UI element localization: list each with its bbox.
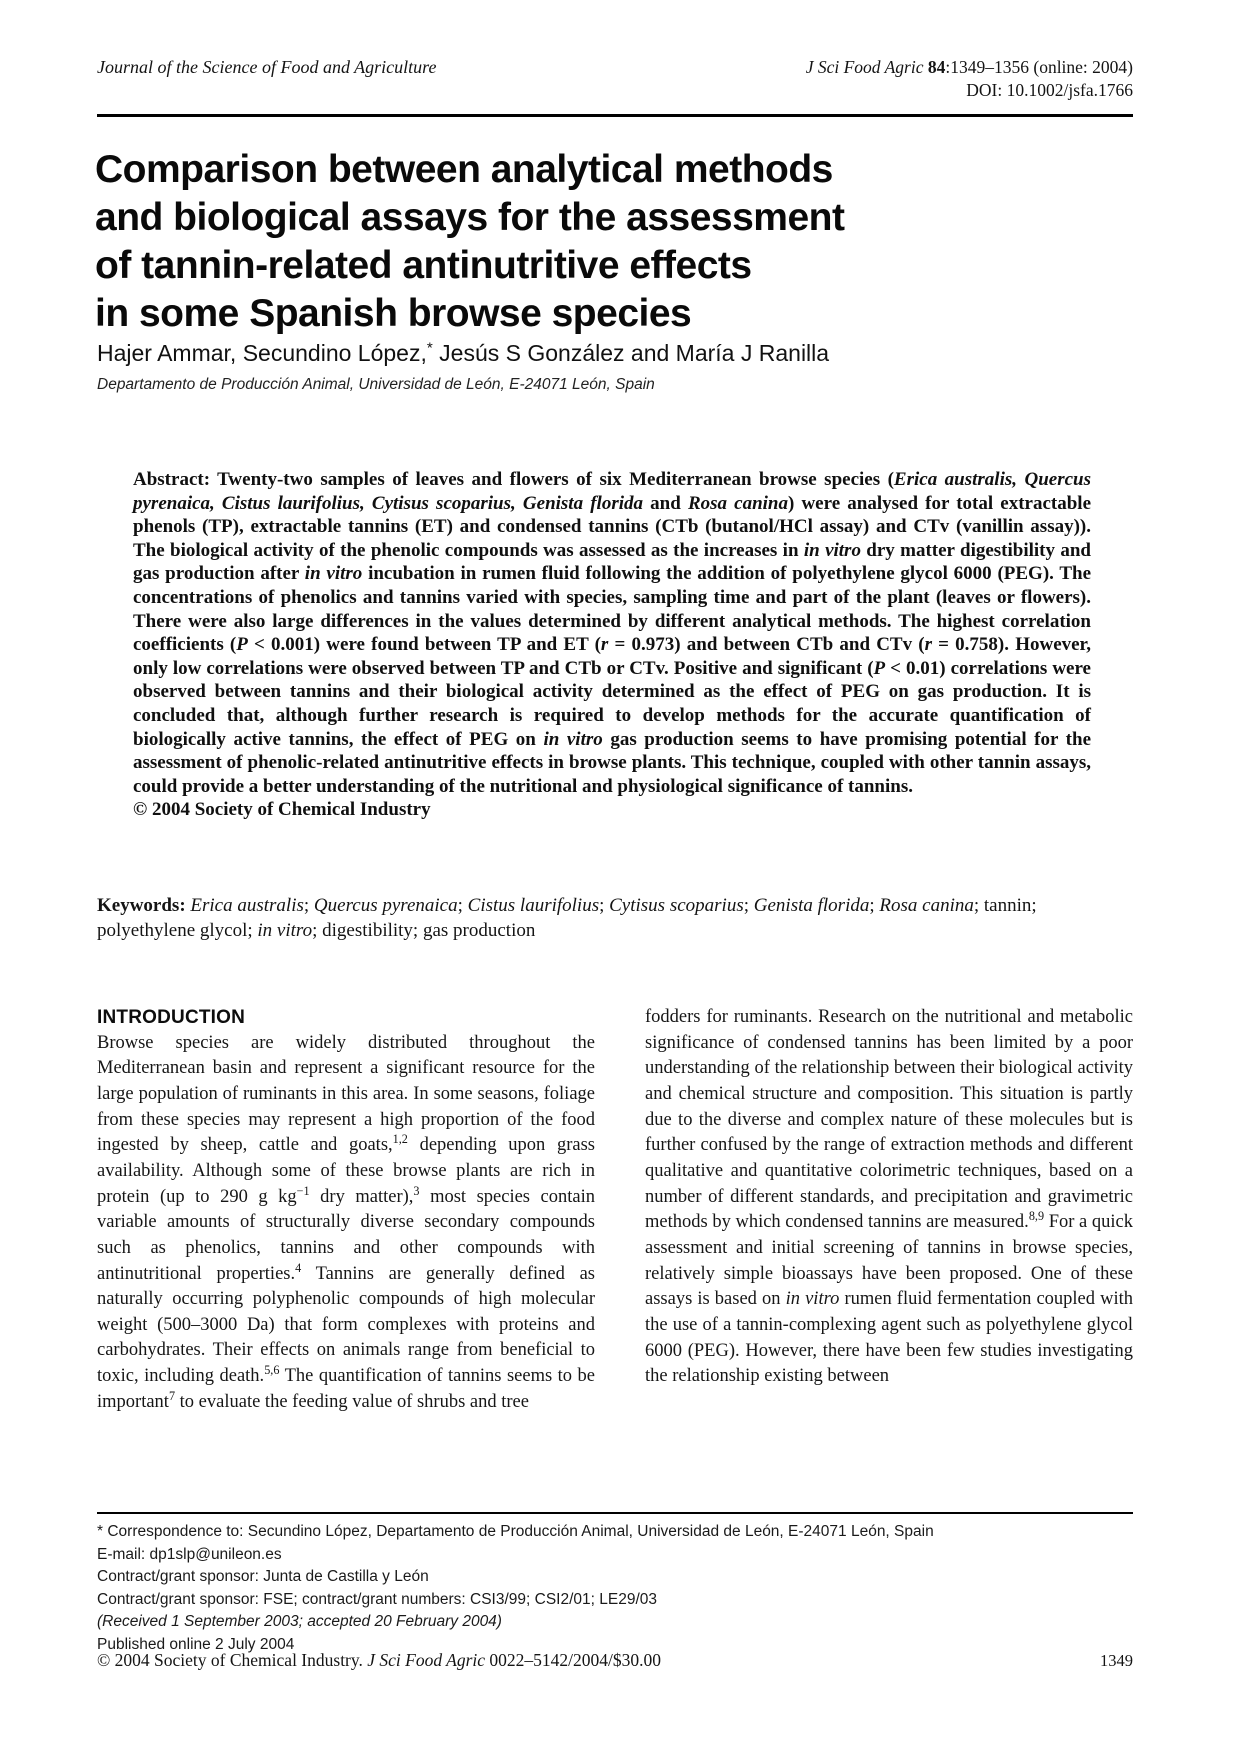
abstract-section — [133, 468, 1091, 822]
footnote-correspondence: * Correspondence to: Secundino López, Departamento de Producción Animal, Universidad de León, E-24071 León, Spain — [97, 1523, 934, 1540]
journal-name: Journal of the Science of Food and Agriculture — [97, 57, 437, 77]
footnote-email: E-mail: dp1slp@unileon.es — [97, 1545, 282, 1563]
header-rule — [97, 114, 1133, 117]
article-title-line: and biological assays for the assessment — [95, 196, 845, 239]
footnote-sponsor-1: Contract/grant sponsor: Junta de Castilla y León — [97, 1568, 429, 1586]
article-title-line: of tannin-related antinutritive effects — [95, 244, 752, 287]
page-header — [97, 56, 1133, 102]
footnote-received-accepted: (Received 1 September 2003; accepted 20 February 2004) — [97, 1613, 502, 1631]
introduction-heading: INTRODUCTION — [97, 1007, 246, 1028]
intro-paragraph-right: fodders for ruminants. Research on the nutritional and metabolic significance of condensed tannins has been limited by a poor understanding of the relationship between their biological activity and chemical structure and composition. This situation is partly due to the diverse and complex nature of these molecules but is further confused by the range of extraction methods and different qualitative and quantitative colorimetric techniques, based on a number of different standards, and precipitation and gravimetric methods by which condensed tannins are measured.$^{8,9}$ For a quick assessment and initial screening of tannins in browse species, relatively simple bioassays have been proposed. One of these assays is based on in vitro rumen fluid fermentation coupled with the use of a tannin-complexing agent such as polyethylene glycol 6000 (PEG). However, there have been few studies investigating the relationship existing between — [645, 1007, 1133, 1387]
intro-right-column — [645, 1005, 1133, 1415]
footer-copyright: © 2004 Society of Chemical Industry. J Sci Food Agric 0022–5142/2004/$30.00 — [97, 1650, 662, 1670]
introduction-section — [97, 1005, 1133, 1415]
abstract-copyright: © 2004 Society of Chemical Industry — [133, 799, 431, 821]
abstract-text: Abstract: Twenty-two samples of leaves and flowers of six Mediterranean browse species (Erica australis, Quercus pyrenaica, Cistus laurifolius, Cytisus scoparius, Genista florida and Rosa canina) were analysed for total extractable phenols (TP), extractable tannins (ET) and condensed tannins (CTb (butanol/HCl assay) and CTv (vanillin assay)). The biological activity of the phenolic compounds was assessed as the increases in in vitro dry matter digestibility and gas production after in vitro incubation in rumen fluid following the addition of polyethylene glycol 6000 (PEG). The concentrations of phenolics and tannins varied with species, sampling time and part of the plant (leaves or flowers). There were also large differences in the values determined by different analytical methods. The highest correlation coefficients (P < 0.001) were found between TP and ET (r = 0.973) and between CTb and CTv (r = 0.758). However, only low correlations were observed between TP and CTb or CTv. Positive and significant (P < 0.01) correlations were observed between tannins and their biological activity determined as the effect of PEG on gas production. It is concluded that, although further research is required to develop methods for the accurate quantification of biologically active tannins, the effect of PEG on in vitro gas production seems to have promising potential for the assessment of phenolic-related antinutritive effects in browse plants. This technique, coupled with other tannin assays, could provide a better understanding of the nutritional and physiological significance of tannins. — [133, 469, 1092, 797]
page-number: 1349 — [1100, 1651, 1133, 1670]
footnotes-block — [97, 1521, 1133, 1657]
article-title-line: in some Spanish browse species — [95, 292, 692, 335]
affiliation: Departamento de Producción Animal, Universidad de León, E-24071 León, Spain — [97, 376, 655, 393]
article-title — [95, 146, 1135, 338]
citation-line: J Sci Food Agric 84:1349–1356 (online: 2004) — [805, 57, 1133, 77]
page-footer — [97, 1650, 1133, 1671]
doi-line: DOI: 10.1002/jsfa.1766 — [966, 80, 1133, 100]
intro-paragraph-left: Browse species are widely distributed throughout the Mediterranean basin and represent a significant resource for the large population of ruminants in this area. In some seasons, foliage from these species may represent a high proportion of the food ingested by sheep, cattle and goats,$^{1,2}$ depending upon grass availability. Although some of these browse plants are rich in protein (up to 290 g $kg^{-1}$ dry matter),$^3$ most species contain variable amounts of structurally diverse secondary compounds such as phenolics, tannins and other compounds with antinutritional properties.$^4$ Tannins are generally defined as naturally occurring polyphenolic compounds of high molecular weight (500–3000 Da) that form complexes with proteins and carbohydrates. Their effects on animals range from beneficial to toxic, including death.$^{5,6}$ The quantification of tannins seems to be important$^7$ to evaluate the feeding value of shrubs and tree — [97, 1032, 596, 1412]
keywords-line: Keywords: Erica australis; Quercus pyrenaica; Cistus laurifolius; Cytisus scoparius; Genista florida; Rosa canina; tannin; polyethylene glycol; in vitro; digestibility; gas production — [97, 895, 1037, 941]
footnote-rule — [97, 1512, 1133, 1514]
author-list: Hajer Ammar, Secundino López,* Jesús S González and María J Ranilla — [97, 339, 830, 366]
footnote-published-online: Published online 2 July 2004 — [97, 1635, 295, 1653]
header-citation-block — [806, 56, 1133, 102]
footnote-sponsor-2: Contract/grant sponsor: FSE; contract/grant numbers: CSI3/99; CSI2/01; LE29/03 — [97, 1590, 658, 1608]
intro-left-column — [97, 1005, 595, 1415]
article-title-line: Comparison between analytical methods — [95, 148, 833, 191]
